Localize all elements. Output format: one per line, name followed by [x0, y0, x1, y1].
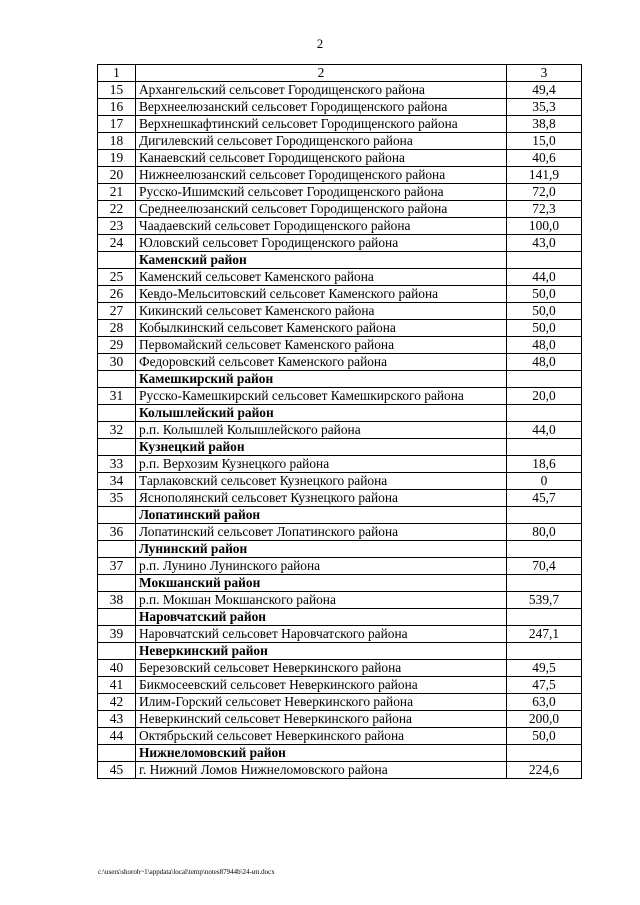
row-number: 38	[98, 592, 136, 609]
row-value: 539,7	[507, 592, 582, 609]
settlement-name: Кобылкинский сельсовет Каменского района	[136, 320, 507, 337]
table-row	[98, 626, 582, 643]
row-number: 34	[98, 473, 136, 490]
district-header-row	[98, 507, 582, 524]
row-value: 44,0	[507, 422, 582, 439]
district-header-row	[98, 252, 582, 269]
row-number: 18	[98, 133, 136, 150]
row-value: 72,0	[507, 184, 582, 201]
header-col-1: 1	[98, 65, 136, 82]
page-number: 2	[316, 36, 324, 51]
table-row	[98, 116, 582, 133]
row-value: 47,5	[507, 677, 582, 694]
row-number: 21	[98, 184, 136, 201]
district-header-row	[98, 541, 582, 558]
row-number: 20	[98, 167, 136, 184]
row-value-cell	[507, 371, 582, 388]
row-value: 72,3	[507, 201, 582, 218]
row-number-cell	[98, 609, 136, 626]
row-number-cell	[98, 507, 136, 524]
district-header-row	[98, 643, 582, 660]
settlement-name: Яснополянский сельсовет Кузнецкого района	[136, 490, 507, 507]
settlement-name: Кевдо-Мельситовский сельсовет Каменского района	[136, 286, 507, 303]
row-value-cell	[507, 745, 582, 762]
row-value: 18,6	[507, 456, 582, 473]
settlement-name: Верхнеелюзанский сельсовет Городищенского района	[136, 99, 507, 116]
district-name: Лунинский район	[136, 541, 507, 558]
district-name: Кузнецкий район	[136, 439, 507, 456]
table-row	[98, 269, 582, 286]
header-col-2: 2	[136, 65, 507, 82]
row-value: 100,0	[507, 218, 582, 235]
row-value-cell	[507, 609, 582, 626]
district-name: Колышлейский район	[136, 405, 507, 422]
settlement-name: г. Нижний Ломов Нижнеломовского района	[136, 762, 507, 779]
row-value-cell	[507, 507, 582, 524]
district-name: Неверкинский район	[136, 643, 507, 660]
row-number: 26	[98, 286, 136, 303]
row-value-cell	[507, 405, 582, 422]
table-row	[98, 99, 582, 116]
row-number: 32	[98, 422, 136, 439]
table-row	[98, 184, 582, 201]
row-value: 50,0	[507, 303, 582, 320]
row-value: 200,0	[507, 711, 582, 728]
table-row	[98, 303, 582, 320]
table-row	[98, 337, 582, 354]
row-number: 22	[98, 201, 136, 218]
row-value-cell	[507, 252, 582, 269]
settlement-name: Октябрьский сельсовет Неверкинского района	[136, 728, 507, 745]
row-value: 40,6	[507, 150, 582, 167]
row-number: 43	[98, 711, 136, 728]
table-row	[98, 286, 582, 303]
row-value: 50,0	[507, 286, 582, 303]
row-number: 37	[98, 558, 136, 575]
table-row	[98, 354, 582, 371]
district-name: Нижнеломовский район	[136, 745, 507, 762]
row-value: 44,0	[507, 269, 582, 286]
row-value: 50,0	[507, 320, 582, 337]
settlement-name: Дигилевский сельсовет Городищенского района	[136, 133, 507, 150]
row-value: 247,1	[507, 626, 582, 643]
row-value: 20,0	[507, 388, 582, 405]
row-number: 44	[98, 728, 136, 745]
table-row	[98, 592, 582, 609]
settlement-name: р.п. Верхозим Кузнецкого района	[136, 456, 507, 473]
table-row	[98, 728, 582, 745]
row-number: 28	[98, 320, 136, 337]
settlement-name: р.п. Колышлей Колышлейского района	[136, 422, 507, 439]
row-number: 40	[98, 660, 136, 677]
row-number: 27	[98, 303, 136, 320]
row-number-cell	[98, 575, 136, 592]
row-number-cell	[98, 745, 136, 762]
settlement-name: Тарлаковский сельсовет Кузнецкого района	[136, 473, 507, 490]
row-number-cell	[98, 643, 136, 660]
row-number-cell	[98, 371, 136, 388]
district-header-row	[98, 405, 582, 422]
row-number: 16	[98, 99, 136, 116]
settlement-name: Канаевский сельсовет Городищенского района	[136, 150, 507, 167]
district-header-row	[98, 575, 582, 592]
row-value: 224,6	[507, 762, 582, 779]
table-row	[98, 660, 582, 677]
row-number-cell	[98, 252, 136, 269]
table-row	[98, 558, 582, 575]
row-value: 0	[507, 473, 582, 490]
table-body	[98, 65, 582, 779]
settlement-name: Илим-Горский сельсовет Неверкинского района	[136, 694, 507, 711]
district-name: Лопатинский район	[136, 507, 507, 524]
row-value: 50,0	[507, 728, 582, 745]
table-row	[98, 473, 582, 490]
row-number: 35	[98, 490, 136, 507]
district-header-row	[98, 439, 582, 456]
row-value-cell	[507, 575, 582, 592]
row-value: 63,0	[507, 694, 582, 711]
row-value: 45,7	[507, 490, 582, 507]
table-row	[98, 422, 582, 439]
allocation-table	[97, 64, 582, 779]
district-name: Наровчатский район	[136, 609, 507, 626]
row-value: 49,4	[507, 82, 582, 99]
settlement-name: Русско-Ишимский сельсовет Городищенского района	[136, 184, 507, 201]
table-row	[98, 167, 582, 184]
table-row	[98, 218, 582, 235]
table-header-row	[98, 65, 582, 82]
table-row	[98, 150, 582, 167]
row-value-cell	[507, 541, 582, 558]
table-row	[98, 133, 582, 150]
table-row	[98, 82, 582, 99]
row-number: 15	[98, 82, 136, 99]
row-value: 15,0	[507, 133, 582, 150]
row-value: 49,5	[507, 660, 582, 677]
row-value-cell	[507, 643, 582, 660]
row-number: 23	[98, 218, 136, 235]
district-header-row	[98, 371, 582, 388]
settlement-name: Первомайский сельсовет Каменского района	[136, 337, 507, 354]
table-row	[98, 235, 582, 252]
row-value: 48,0	[507, 337, 582, 354]
row-value: 70,4	[507, 558, 582, 575]
row-number-cell	[98, 405, 136, 422]
settlement-name: Кикинский сельсовет Каменского района	[136, 303, 507, 320]
table-row	[98, 524, 582, 541]
row-number: 30	[98, 354, 136, 371]
header-col-3: 3	[507, 65, 582, 82]
row-number: 45	[98, 762, 136, 779]
settlement-name: Верхнешкафтинский сельсовет Городищенского района	[136, 116, 507, 133]
settlement-name: Наровчатский сельсовет Наровчатского района	[136, 626, 507, 643]
settlement-name: р.п. Лунино Лунинского района	[136, 558, 507, 575]
table-row	[98, 388, 582, 405]
row-number-cell	[98, 541, 136, 558]
settlement-name: Лопатинский сельсовет Лопатинского района	[136, 524, 507, 541]
table-row	[98, 677, 582, 694]
row-value: 43,0	[507, 235, 582, 252]
settlement-name: Каменский сельсовет Каменского района	[136, 269, 507, 286]
district-header-row	[98, 745, 582, 762]
row-number: 39	[98, 626, 136, 643]
settlement-name: Федоровский сельсовет Каменского района	[136, 354, 507, 371]
table-row	[98, 490, 582, 507]
table-row	[98, 201, 582, 218]
district-name: Мокшанский район	[136, 575, 507, 592]
row-number: 24	[98, 235, 136, 252]
settlement-name: Неверкинский сельсовет Неверкинского района	[136, 711, 507, 728]
settlement-name: Среднеелюзанский сельсовет Городищенского района	[136, 201, 507, 218]
row-number: 31	[98, 388, 136, 405]
district-name: Камешкирский район	[136, 371, 507, 388]
district-name: Каменский район	[136, 252, 507, 269]
table-row	[98, 762, 582, 779]
row-number: 25	[98, 269, 136, 286]
row-value-cell	[507, 439, 582, 456]
settlement-name: Русско-Камешкирский сельсовет Камешкирского района	[136, 388, 507, 405]
table-row	[98, 456, 582, 473]
row-number: 17	[98, 116, 136, 133]
table-row	[98, 694, 582, 711]
row-number-cell	[98, 439, 136, 456]
settlement-name: Бикмосеевский сельсовет Неверкинского района	[136, 677, 507, 694]
row-number: 42	[98, 694, 136, 711]
settlement-name: Юловский сельсовет Городищенского района	[136, 235, 507, 252]
row-number: 41	[98, 677, 136, 694]
row-number: 19	[98, 150, 136, 167]
row-number: 36	[98, 524, 136, 541]
footer-file-path: c:\users\shoroh~1\appdata\local\temp\notes87944b\24-ип.docx	[98, 868, 275, 876]
row-value: 48,0	[507, 354, 582, 371]
row-value: 38,8	[507, 116, 582, 133]
table-row	[98, 320, 582, 337]
district-header-row	[98, 609, 582, 626]
settlement-name: Березовский сельсовет Неверкинского района	[136, 660, 507, 677]
settlement-name: Архангельский сельсовет Городищенского района	[136, 82, 507, 99]
row-value: 35,3	[507, 99, 582, 116]
row-number: 33	[98, 456, 136, 473]
row-value: 141,9	[507, 167, 582, 184]
row-number: 29	[98, 337, 136, 354]
settlement-name: Нижнеелюзанский сельсовет Городищенского района	[136, 167, 507, 184]
settlement-name: Чаадаевский сельсовет Городищенского района	[136, 218, 507, 235]
row-value: 80,0	[507, 524, 582, 541]
table-row	[98, 711, 582, 728]
settlement-name: р.п. Мокшан Мокшанского района	[136, 592, 507, 609]
